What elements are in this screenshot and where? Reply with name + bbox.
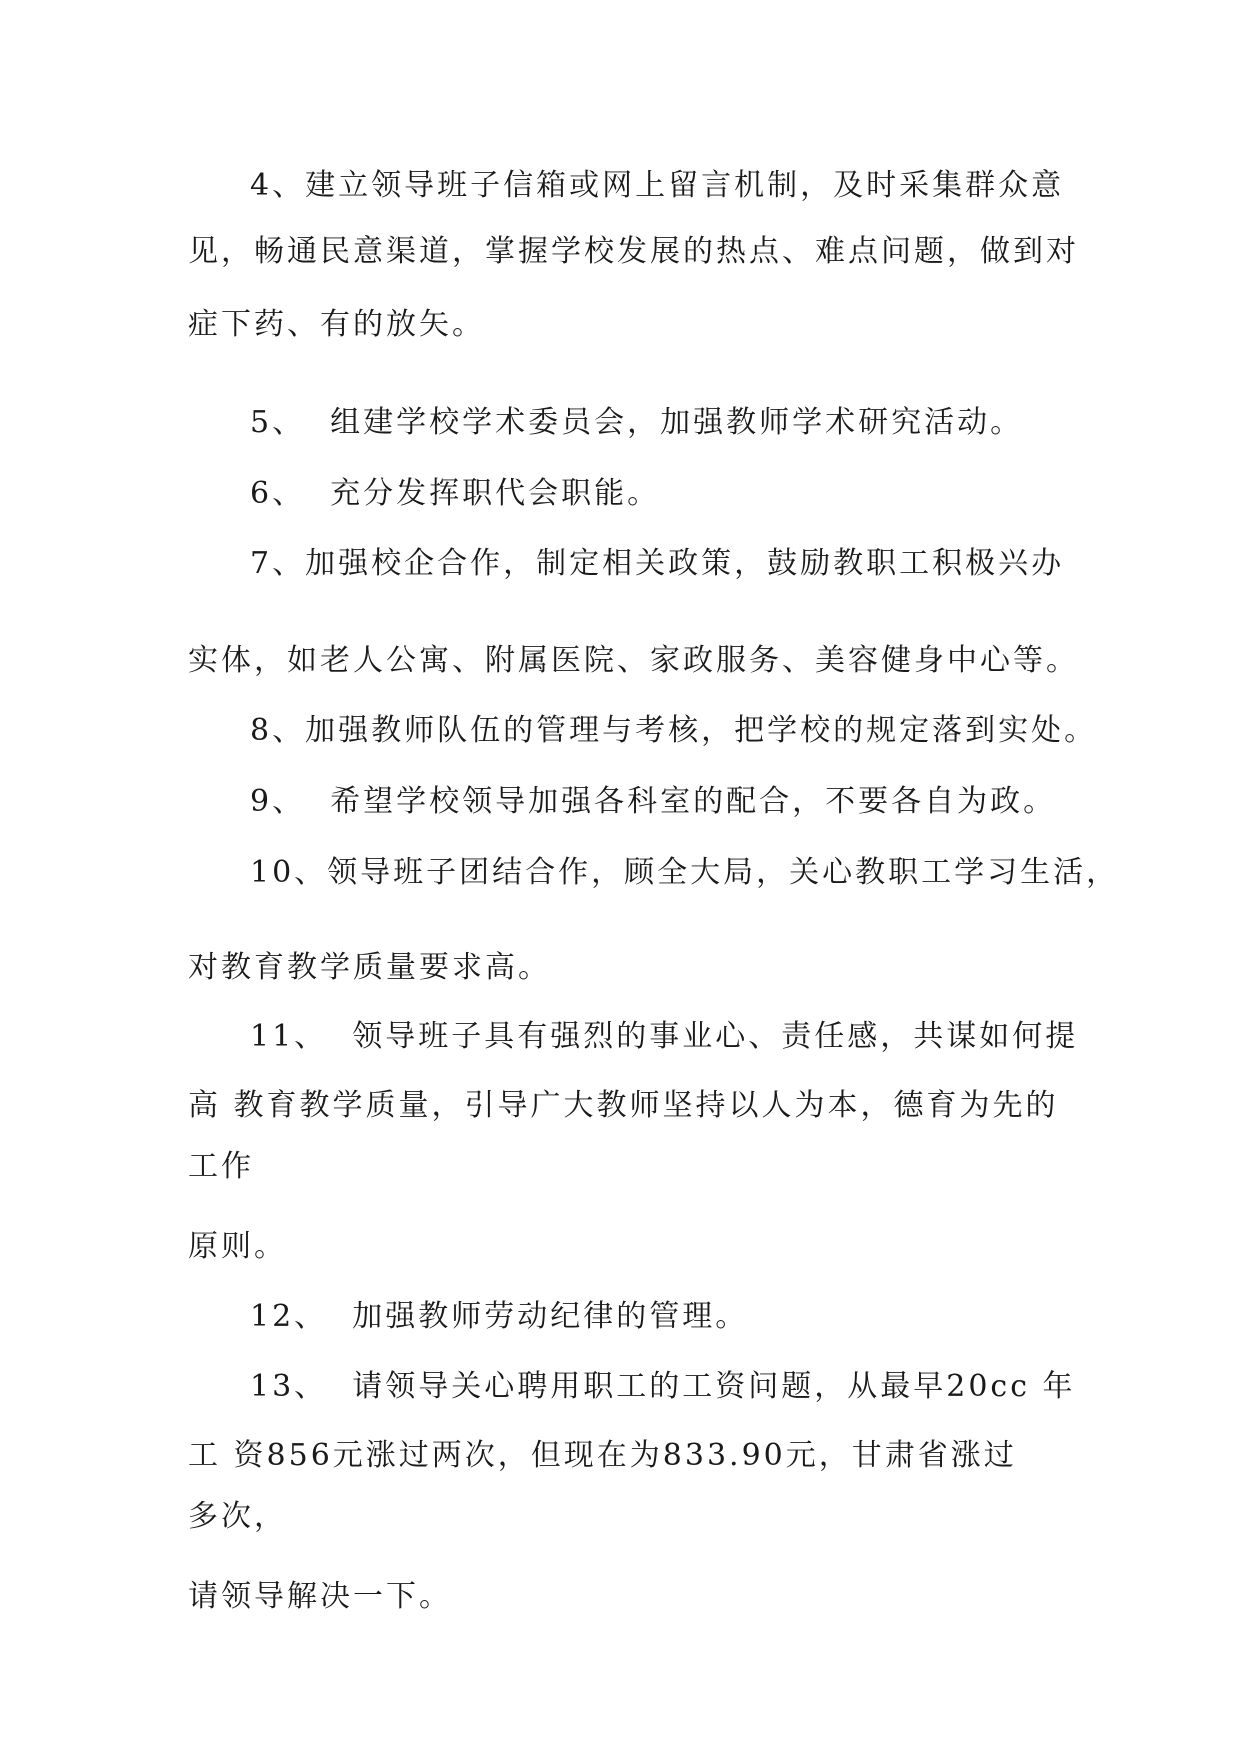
item-13-line-2: 工 资856元涨过两次，但现在为833.90元，甘肃省涨过: [188, 1438, 1017, 1473]
item-11-line-1: 11、 领导班子具有强烈的事业心、责任感，共谋如何提: [250, 1019, 1079, 1054]
item-11-line-4: 原则。: [188, 1229, 287, 1264]
item-7-line-1: 7、加强校企合作，制定相关政策，鼓励教职工积极兴办: [250, 546, 1065, 581]
item-10-line-1: 10、领导班子团结合作，顾全大局，关心教职工学习生活，: [250, 855, 1120, 890]
item-11-line-3: 工作: [188, 1149, 254, 1184]
item-10-line-2: 对教育教学质量要求高。: [188, 950, 551, 985]
item-5-line: 5、 组建学校学术委员会，加强教师学术研究活动。: [250, 405, 1024, 440]
item-11-line-2: 高 教育教学质量，引导广大教师坚持以人为本，德育为先的: [188, 1088, 1059, 1123]
item-7-line-2: 实体，如老人公寓、附属医院、家政服务、美容健身中心等。: [188, 643, 1079, 678]
item-4-line-2: 见，畅通民意渠道，掌握学校发展的热点、难点问题，做到对: [188, 234, 1079, 269]
item-13-line-1: 13、 请领导关心聘用职工的工资问题，从最早20cc 年: [250, 1369, 1076, 1404]
item-4-line-1: 4、建立领导班子信箱或网上留言机制，及时采集群众意: [250, 168, 1065, 203]
item-12-line: 12、 加强教师劳动纪律的管理。: [250, 1299, 749, 1334]
item-8-line: 8、加强教师队伍的管理与考核，把学校的规定落到实处。: [250, 713, 1098, 748]
item-6-line: 6、 充分发挥职代会职能。: [250, 476, 661, 511]
item-4-line-3: 症下药、有的放矢。: [188, 307, 485, 342]
item-9-line: 9、 希望学校领导加强各科室的配合，不要各自为政。: [250, 784, 1057, 819]
item-13-line-3: 多次，: [188, 1499, 287, 1534]
item-13-line-4: 请领导解决一下。: [188, 1579, 452, 1614]
